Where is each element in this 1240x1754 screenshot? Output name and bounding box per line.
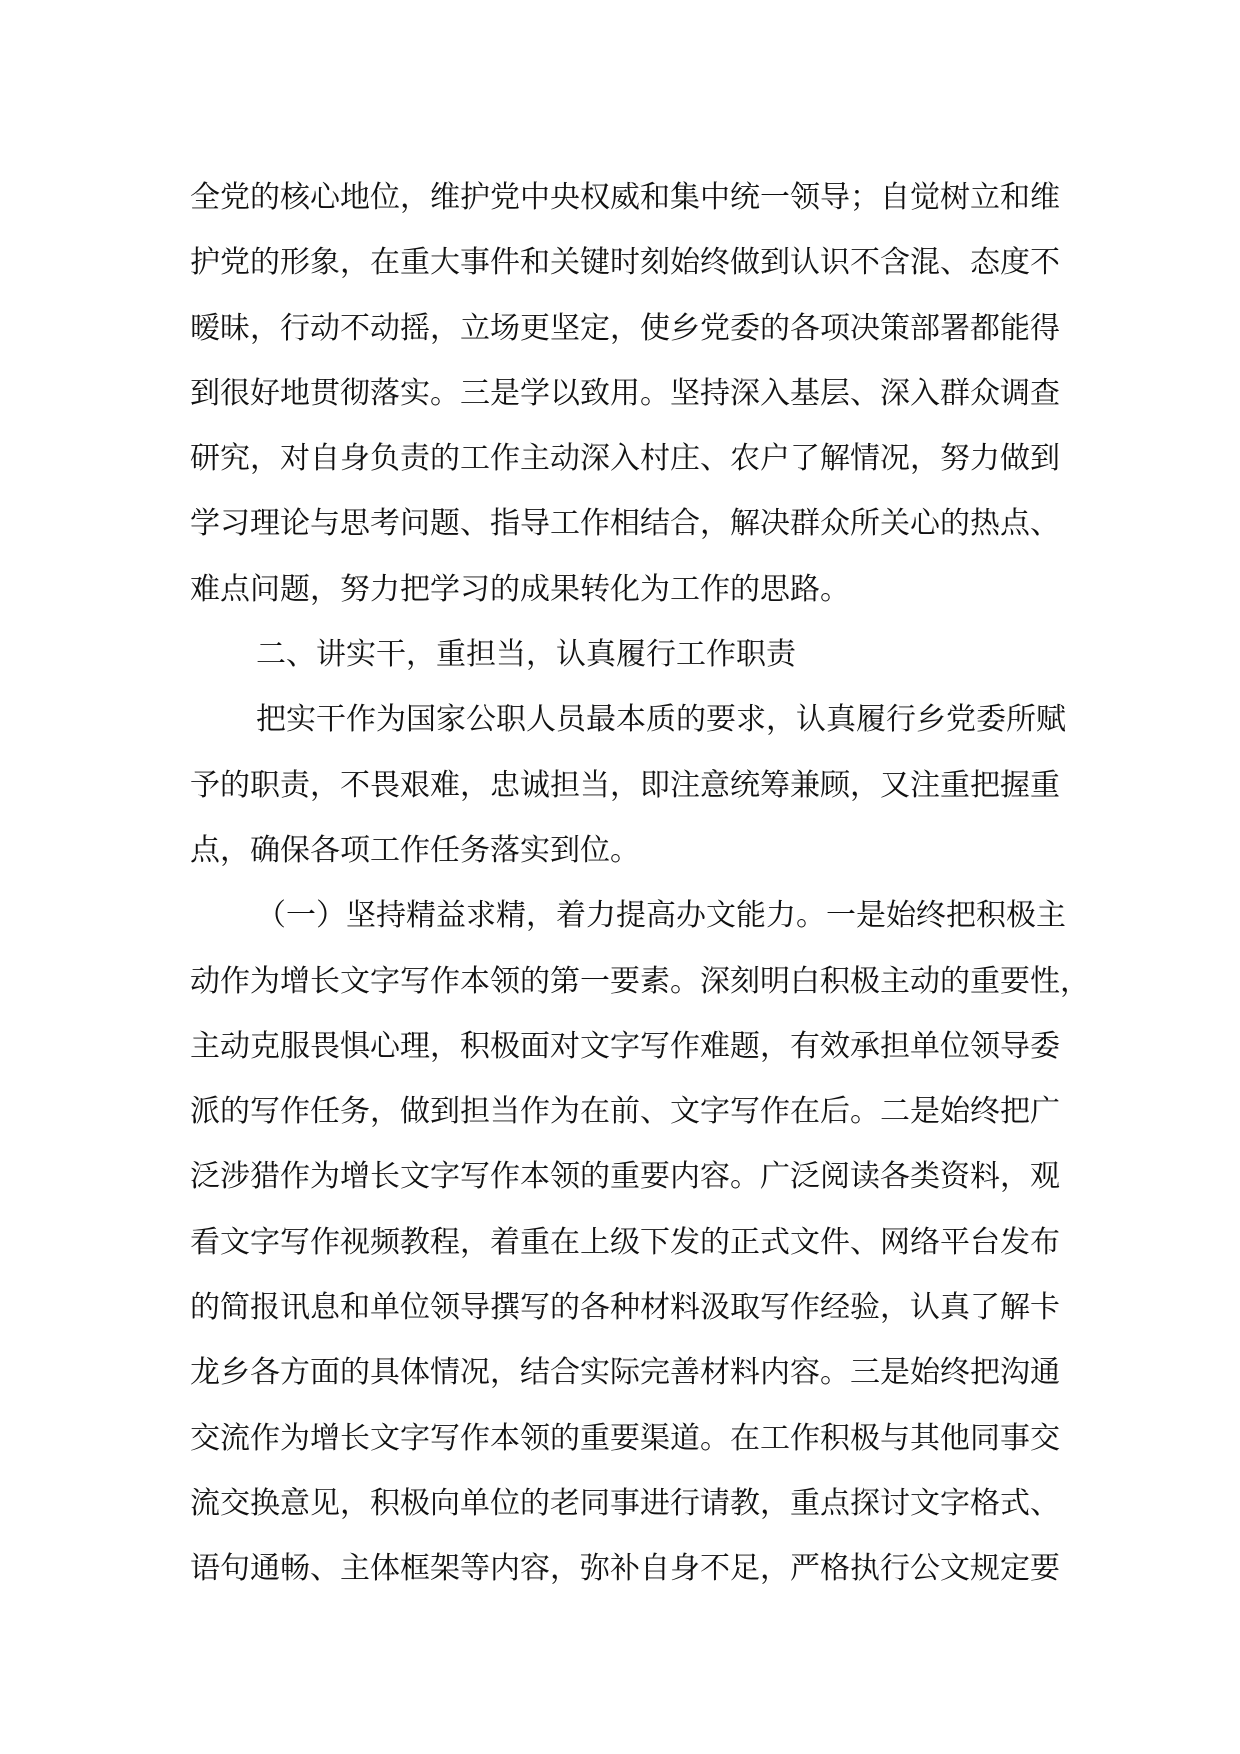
subsection-heading-line: （一）坚持精益求精，着力提高办文能力。一是始终把积极主: [256, 898, 1066, 934]
text-line: 暧昧，行动不动摇，立场更坚定，使乡党委的各项决策部署都能得: [190, 310, 1060, 346]
text-line: 点，确保各项工作任务落实到位。: [190, 832, 640, 868]
text-line: 予的职责，不畏艰难，忠诚担当，即注意统筹兼顾，又注重把握重: [190, 767, 1060, 803]
text-line: 看文字写作视频教程，着重在上级下发的正式文件、网络平台发布: [190, 1224, 1060, 1260]
text-line: 难点问题，努力把学习的成果转化为工作的思路。: [190, 571, 850, 607]
text-line: 交流作为增长文字写作本领的重要渠道。在工作积极与其他同事交: [190, 1420, 1060, 1456]
text-line: 流交换意见，积极向单位的老同事进行请教，重点探讨文字格式、: [190, 1485, 1060, 1521]
text-line: 龙乡各方面的具体情况，结合实际完善材料内容。三是始终把沟通: [190, 1355, 1060, 1391]
text-line: 泛涉猎作为增长文字写作本领的重要内容。广泛阅读各类资料，观: [190, 1159, 1060, 1195]
document-page: [190, 165, 1090, 1602]
text-line: 的简报讯息和单位领导撰写的各种材料汲取写作经验，认真了解卡: [190, 1290, 1060, 1326]
text-line: 到很好地贯彻落实。三是学以致用。坚持深入基层、深入群众调查: [190, 375, 1060, 411]
text-line: 主动克服畏惧心理，积极面对文字写作难题，有效承担单位领导委: [190, 1028, 1060, 1064]
text-line: 动作为增长文字写作本领的第一要素。深刻明白积极主动的重要性，: [190, 963, 1090, 999]
section-heading: 二、讲实干，重担当，认真履行工作职责: [256, 637, 796, 673]
text-line: 派的写作任务，做到担当作为在前、文字写作在后。二是始终把广: [190, 1094, 1060, 1130]
text-line: 全党的核心地位，维护党中央权威和集中统一领导；自觉树立和维: [190, 180, 1060, 215]
text-line: 把实干作为国家公职人员最本质的要求，认真履行乡党委所赋: [256, 702, 1066, 738]
text-line: 研究，对自身负责的工作主动深入村庄、农户了解情况，努力做到: [190, 441, 1060, 477]
text-line: 语句通畅、主体框架等内容，弥补自身不足，严格执行公文规定要: [190, 1551, 1060, 1587]
text-line: 学习理论与思考问题、指导工作相结合，解决群众所关心的热点、: [190, 506, 1060, 542]
text-line: 护党的形象，在重大事件和关键时刻始终做到认识不含混、态度不: [190, 245, 1060, 281]
